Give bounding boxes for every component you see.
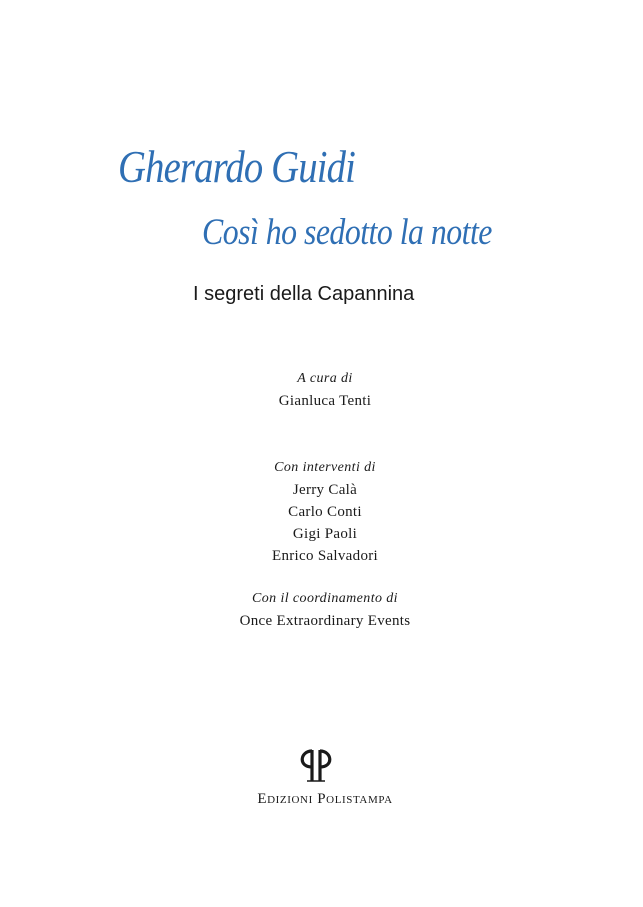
book-subtitle: I segreti della Capannina — [193, 283, 415, 305]
contributor-name: Carlo Conti — [288, 504, 362, 520]
contributor-name: Jerry Calà — [292, 482, 358, 498]
coordination-role: Con il coordinamento di — [252, 591, 398, 606]
editor-credit — [160, 368, 490, 412]
contributor-name: Enrico Salvadori — [271, 548, 379, 564]
editor-role: A cura di — [297, 371, 353, 386]
polistampa-logo-icon — [296, 747, 336, 783]
contributor-name: Gigi Paoli — [292, 526, 358, 542]
coordination-name: Once Extraordinary Events — [239, 613, 411, 629]
editor-name: Gianluca Tenti — [278, 393, 372, 409]
contributors-credit — [160, 457, 490, 567]
coordination-credit — [160, 588, 490, 632]
book-author: Gherardo Guidi — [118, 142, 355, 192]
publisher-name: Edizioni Polistampa — [257, 791, 393, 807]
contributors-role: Con interventi di — [274, 460, 376, 475]
book-title: Così ho sedotto la notte — [202, 212, 492, 253]
